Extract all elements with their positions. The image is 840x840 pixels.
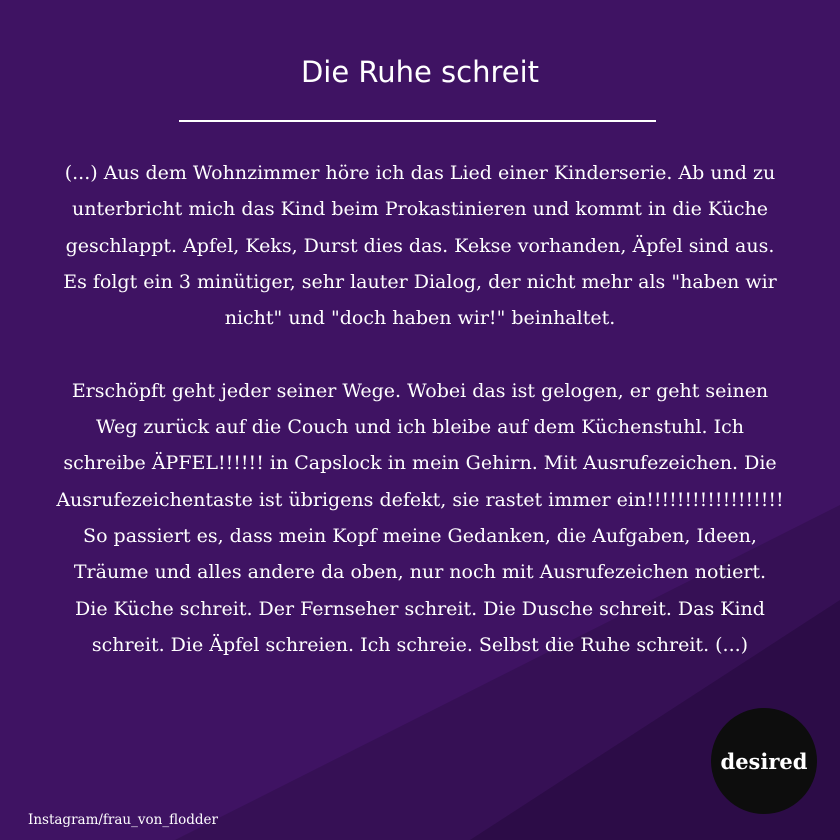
brand-logo-badge xyxy=(711,708,817,814)
title-underline xyxy=(179,120,656,122)
story-text xyxy=(55,155,785,663)
brand-logo-text: desired xyxy=(720,748,808,774)
page-title: Die Ruhe schreit xyxy=(300,55,540,89)
source-credit: Instagram/frau_von_flodder xyxy=(28,812,218,828)
story-paragraph-1: (...) Aus dem Wohnzimmer höre ich das Lied einer Kinderserie. Ab und zu unterbricht mich das Kind beim Prokastinieren und kommt in die Küche geschlappt. Apfel, Keks, Durst dies das. Kekse vorhanden, Äpfel sind aus. Es folgt ein 3 minütiger, sehr lauter Dialog, der nicht mehr als "haben wir nicht" und "doch haben wir!" beinhaltet. xyxy=(63,162,777,330)
story-paragraph-2: Erschöpft geht jeder seiner Wege. Wobei das ist gelogen, er geht seinen Weg zurück auf die Couch und ich bleibe auf dem Küchenstuhl. Ich schreibe ÄPFEL!!!!!! in Capslock in mein Gehirn. Mit Ausrufezeichen. Die Ausrufezeichentaste ist übrigens defekt, sie rastet immer ein!!!!!!!!!!!!!!!!!! So passiert es, dass mein Kopf meine Gedanken, die Aufgaben, Ideen, Träume und alles andere da oben, nur noch mit Ausrufezeichen notiert. Die Küche schreit. Der Fernseher schreit. Die Dusche schreit. Das Kind schreit. Die Äpfel schreien. Ich schreie. Selbst die Ruhe schreit. (...) xyxy=(56,379,784,656)
